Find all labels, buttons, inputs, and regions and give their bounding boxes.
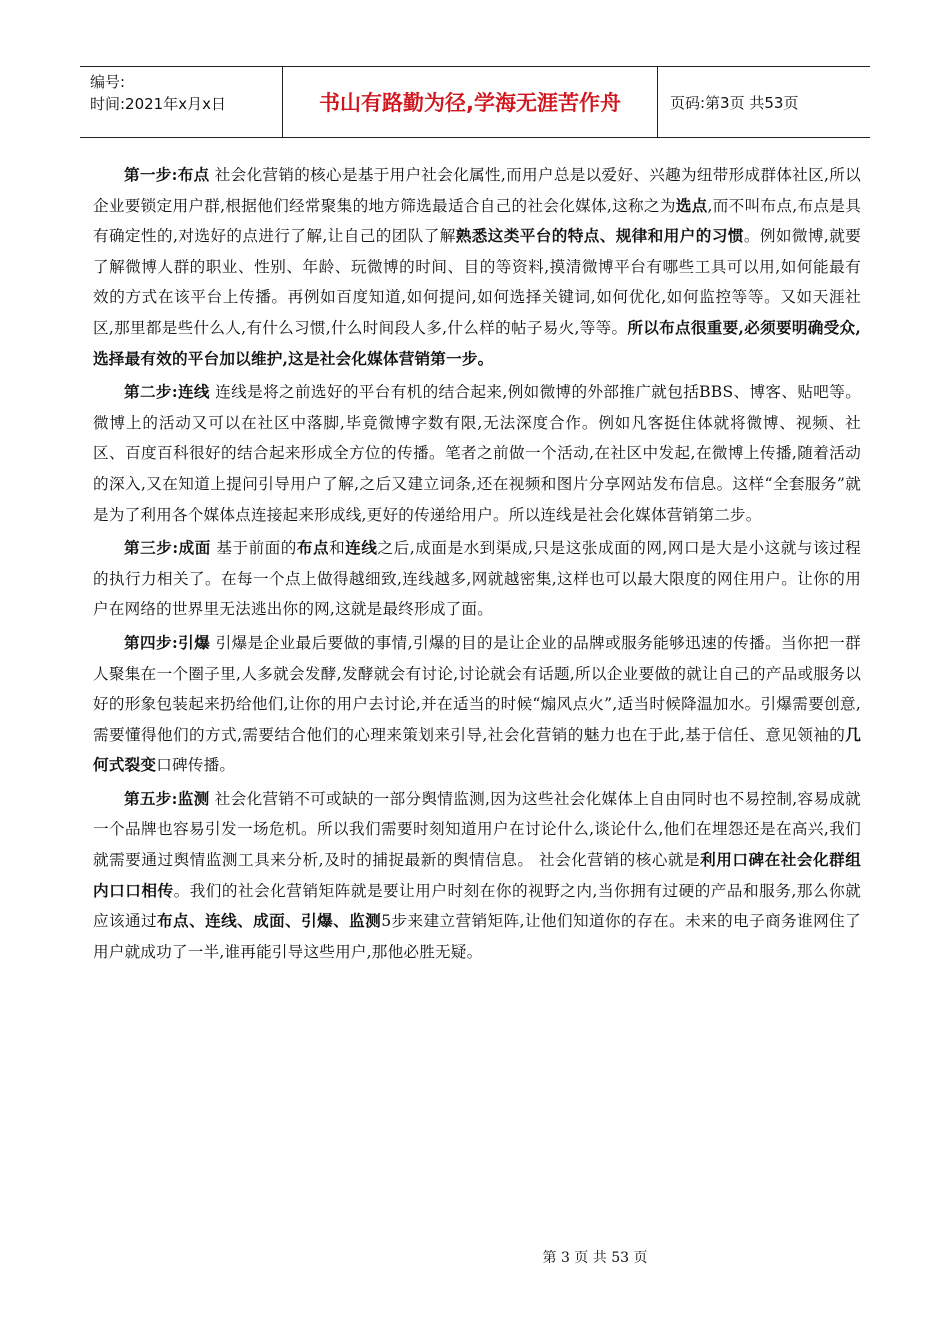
paragraph-text: 社会化营销的核心是基于用户社会化属性,而用户总是以爱好、兴趣为纽带形成群体社区,所以企业要锁定用户群,根据他们经常聚集的地方筛选最适合自己的社会化媒体,这称之为 bbox=[93, 166, 861, 215]
paragraph-text: ,而不叫布点,布点是具有确定性的,对选好的点进行了解,让自己的团队了解 bbox=[93, 196, 861, 246]
paragraph-text: 5步来建立营销矩阵,让他们知道你的存在。未来的电子商务谁网住了用户就成功了一半,谁再能引导这些用户,那他必胜无疑。 bbox=[93, 912, 861, 961]
paragraph-text: 引爆是企业最后要做的事情,引爆的目的是让企业的品牌或服务能够迅速的传播。当你把一群人聚集在一个圈子里,人多就会发酵,发酵就会有讨论,讨论就会有话题,所以企业要做的就让自己的产品或服务以好的形象包装起来扔给他们,让你的用户去讨论,并在适当的时候“煽风点火”,适当时候降温加水。引爆需要创意,需要懂得他们的方式,需要结合他们的心理来策划来引导,社会化营销的魅力也在于此,基于信任、意见领袖的 bbox=[93, 633, 861, 744]
bold-text: 利用口碑在社会化群组内口口相传 bbox=[93, 850, 861, 900]
paragraph-text: 之后,成面是水到渠成,只是这张成面的网,网口是大是小这就与该过程的执行力相关了。在每一个点上做得越细致,连线越多,网就越密集,这样也可以最大限度的网住用户。让你的用户在网络的世界里无法逃出你的网,这就是最终形成了面。 bbox=[93, 539, 861, 619]
document-body bbox=[93, 160, 861, 970]
paragraph-text: 连线是将之前选好的平台有机的结合起来,例如微博的外部推广就包括BBS、博客、贴吧等。微博上的活动又可以在社区中落脚,毕竟微博字数有限,无法深度合作。例如凡客挺住体就将微博、视频、社区、百度百科很好的结合起来形成全方位的传播。笔者之前做一个活动,在社区中发起,在微博上传播,随着活动的深入,又在知道上提问引导用户了解,之后又建立词条,还在视频和图片分享网站发布信息。这样“全套服务”就是为了利用各个媒体点连接起来形成线,更好的传递给用户。所以连线是社会化媒体营销第二步。 bbox=[93, 383, 861, 524]
document-number-label: 编号: bbox=[90, 73, 126, 91]
page-footer bbox=[0, 1247, 950, 1267]
bold-text: 选点 bbox=[675, 195, 708, 215]
bold-text: 布点、连线、成面、引爆、监测 bbox=[157, 911, 382, 931]
bold-text: 连线 bbox=[345, 538, 378, 558]
bold-text: 第五步:监测 bbox=[124, 788, 210, 808]
document-date: 时间:2021年x月x日 bbox=[90, 95, 226, 113]
bold-text: 所以布点很重要,必须要明确受众,选择最有效的平台加以维护,这是社会化媒体营销第一步。 bbox=[93, 317, 861, 368]
body-paragraph bbox=[93, 628, 861, 781]
header-meta bbox=[80, 67, 283, 137]
header-page-info: 页码:第3页 共53页 bbox=[670, 93, 799, 112]
footer-page-number: 第 3 页 共 53 页 bbox=[542, 1250, 648, 1266]
header-motto: 书山有路勤为径,学海无涯苦作舟 bbox=[283, 67, 658, 137]
bold-text: 几何式裂变 bbox=[93, 724, 861, 775]
bold-text: 第二步:连线 bbox=[124, 382, 210, 402]
paragraph-text: 。例如微博,就要了解微博人群的职业、性别、年龄、玩微博的时间、目的等资料,摸清微博平台有哪些工具可以用,如何能最有效的方式在该平台上传播。再例如百度知道,如何提问,如何选择关键词,如何优化,如何监控等等。又如天涯社区,那里都是些什么人,有什么习惯,什么时间段人多,什么样的帖子易火,等等。 bbox=[93, 227, 861, 337]
bold-text: 熟悉这类平台的特点、规律和用户的习惯 bbox=[455, 226, 744, 246]
paragraph-text: 和 bbox=[329, 539, 346, 558]
paragraph-text: 。我们的社会化营销矩阵就是要让用户时刻在你的视野之内,当你拥有过硬的产品和服务,那么你就应该通过 bbox=[93, 881, 861, 931]
bold-text: 布点 bbox=[296, 538, 330, 558]
page-header bbox=[80, 66, 870, 138]
body-paragraph bbox=[93, 377, 861, 530]
paragraph-text: 口碑传播。 bbox=[156, 756, 236, 775]
body-paragraph bbox=[93, 784, 861, 968]
bold-text: 第一步:布点 bbox=[124, 165, 210, 184]
paragraph-text: 社会化营销不可或缺的一部分舆情监测,因为这些社会化媒体上自由同时也不易控制,容易成就一个品牌也容易引发一场危机。所以我们需要时刻知道用户在讨论什么,谈论什么,他们在埋怨还是在高兴,我们就需要通过舆情监测工具来分析,及时的捕捉最新的舆情信息。 社会化营销的核心就是 bbox=[93, 789, 861, 870]
body-paragraph bbox=[93, 533, 861, 625]
bold-text: 第三步:成面 bbox=[124, 538, 211, 558]
paragraph-text: 基于前面的 bbox=[210, 539, 297, 558]
bold-text: 第四步:引爆 bbox=[124, 632, 211, 652]
body-paragraph bbox=[93, 160, 861, 374]
